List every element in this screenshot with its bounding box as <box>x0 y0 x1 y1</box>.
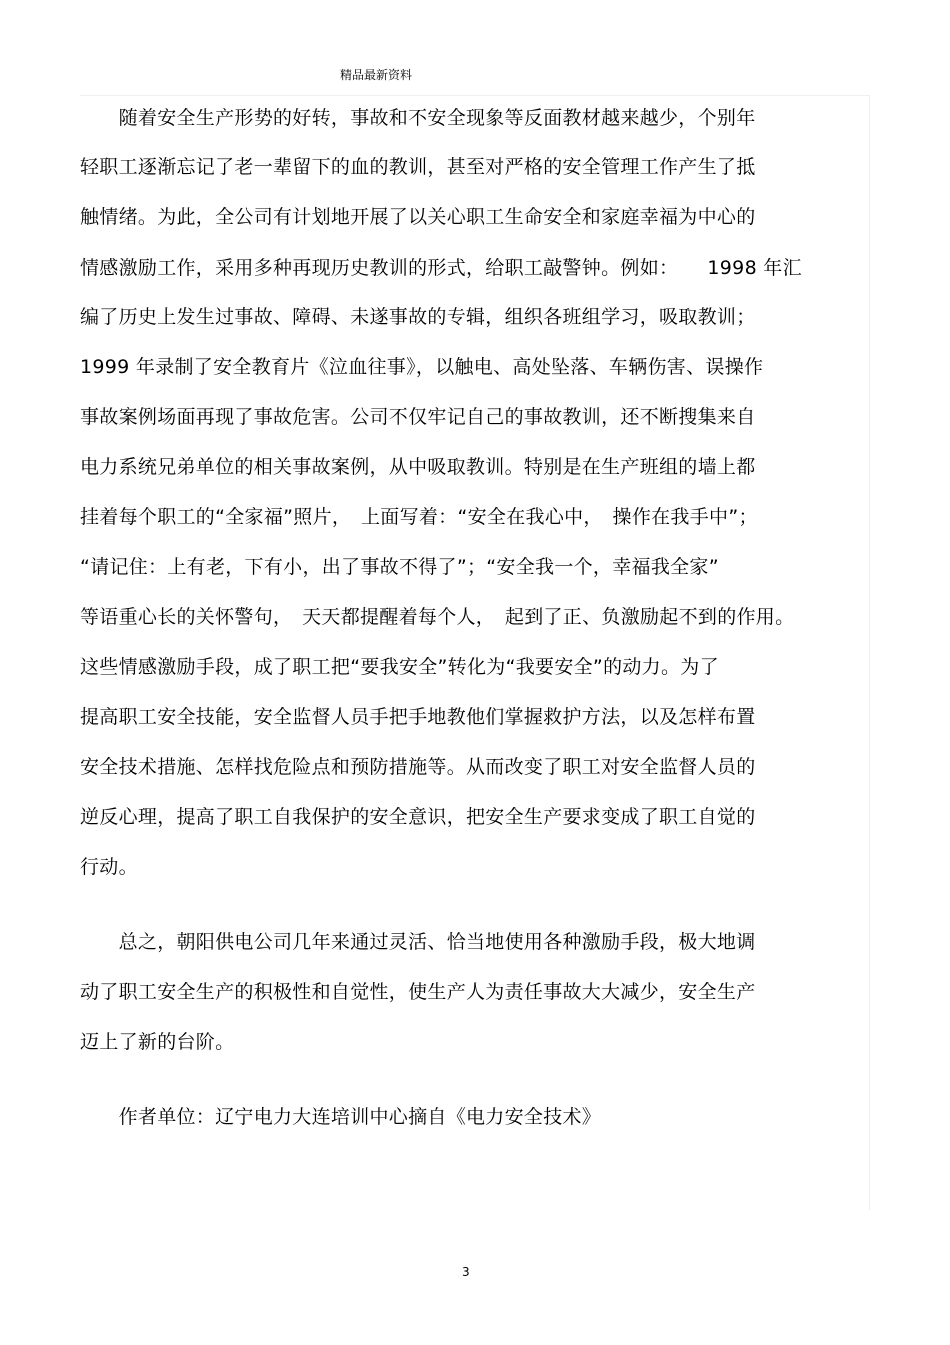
right-divider <box>869 95 870 1210</box>
text-line: 电力系统兄弟单位的相关事故案例，从中吸取教训。特别是在生产班组的墙上都 <box>80 456 756 478</box>
text-line: 事故案例场面再现了事故危害。公司不仅牢记自己的事故教训，还不断搜集来自 <box>80 406 756 428</box>
text-line: “请记住：上有老，下有小，出了事故不得了”；“安全我一个，幸福我全家” <box>80 556 719 578</box>
top-divider <box>80 95 870 96</box>
text-line: 这些情感激励手段，成了职工把“要我安全”转化为“我要安全”的动力。为了 <box>80 656 719 678</box>
text-line: 1999 年录制了安全教育片《泣血往事》，以触电、高处坠落、车辆伤害、误操作 <box>80 356 764 378</box>
text-line: 总之，朝阳供电公司几年来通过灵活、恰当地使用各种激励手段，极大地调 <box>80 931 756 953</box>
text-line: 逆反心理，提高了职工自我保护的安全意识，把安全生产要求变成了职工自觉的 <box>80 806 756 828</box>
text-line: 迈上了新的台阶。 <box>80 1031 235 1053</box>
text-line: 等语重心长的关怀警句， 天天都提醒着每个人， 起到了正、负激励起不到的作用。 <box>80 606 795 628</box>
text-line: 轻职工逐渐忘记了老一辈留下的血的教训，甚至对严格的安全管理工作产生了抵 <box>80 156 756 178</box>
author-line: 作者单位：辽宁电力大连培训中心摘自《电力安全技术》 <box>80 1106 602 1128</box>
text-line: 编了历史上发生过事故、障碍、未遂事故的专辑，组织各班组学习，吸取教训； <box>80 306 756 328</box>
text-line: 提高职工安全技能，安全监督人员手把手地教他们掌握救护方法，以及怎样布置 <box>80 706 756 728</box>
text-line: 动了职工安全生产的积极性和自觉性，使生产人为责任事故大大减少，安全生产 <box>80 981 756 1003</box>
text-line: 触情绪。为此，全公司有计划地开展了以关心职工生命安全和家庭幸福为中心的 <box>80 206 756 228</box>
text-line: 安全技术措施、怎样找危险点和预防措施等。从而改变了职工对安全监督人员的 <box>80 756 756 778</box>
page-header: 精品最新资料 <box>340 68 413 82</box>
text-line: 情感激励工作，采用多种再现历史教训的形式，给职工敲警钟。例如： 1998 年汇 <box>80 257 802 279</box>
text-line: 随着安全生产形势的好转，事故和不安全现象等反面教材越来越少，个别年 <box>80 107 756 129</box>
text-line: 挂着每个职工的“全家福”照片， 上面写着：“安全在我心中， 操作在我手中”； <box>80 506 758 528</box>
text-line: 行动。 <box>80 856 138 878</box>
page-number: 3 <box>462 1265 470 1279</box>
